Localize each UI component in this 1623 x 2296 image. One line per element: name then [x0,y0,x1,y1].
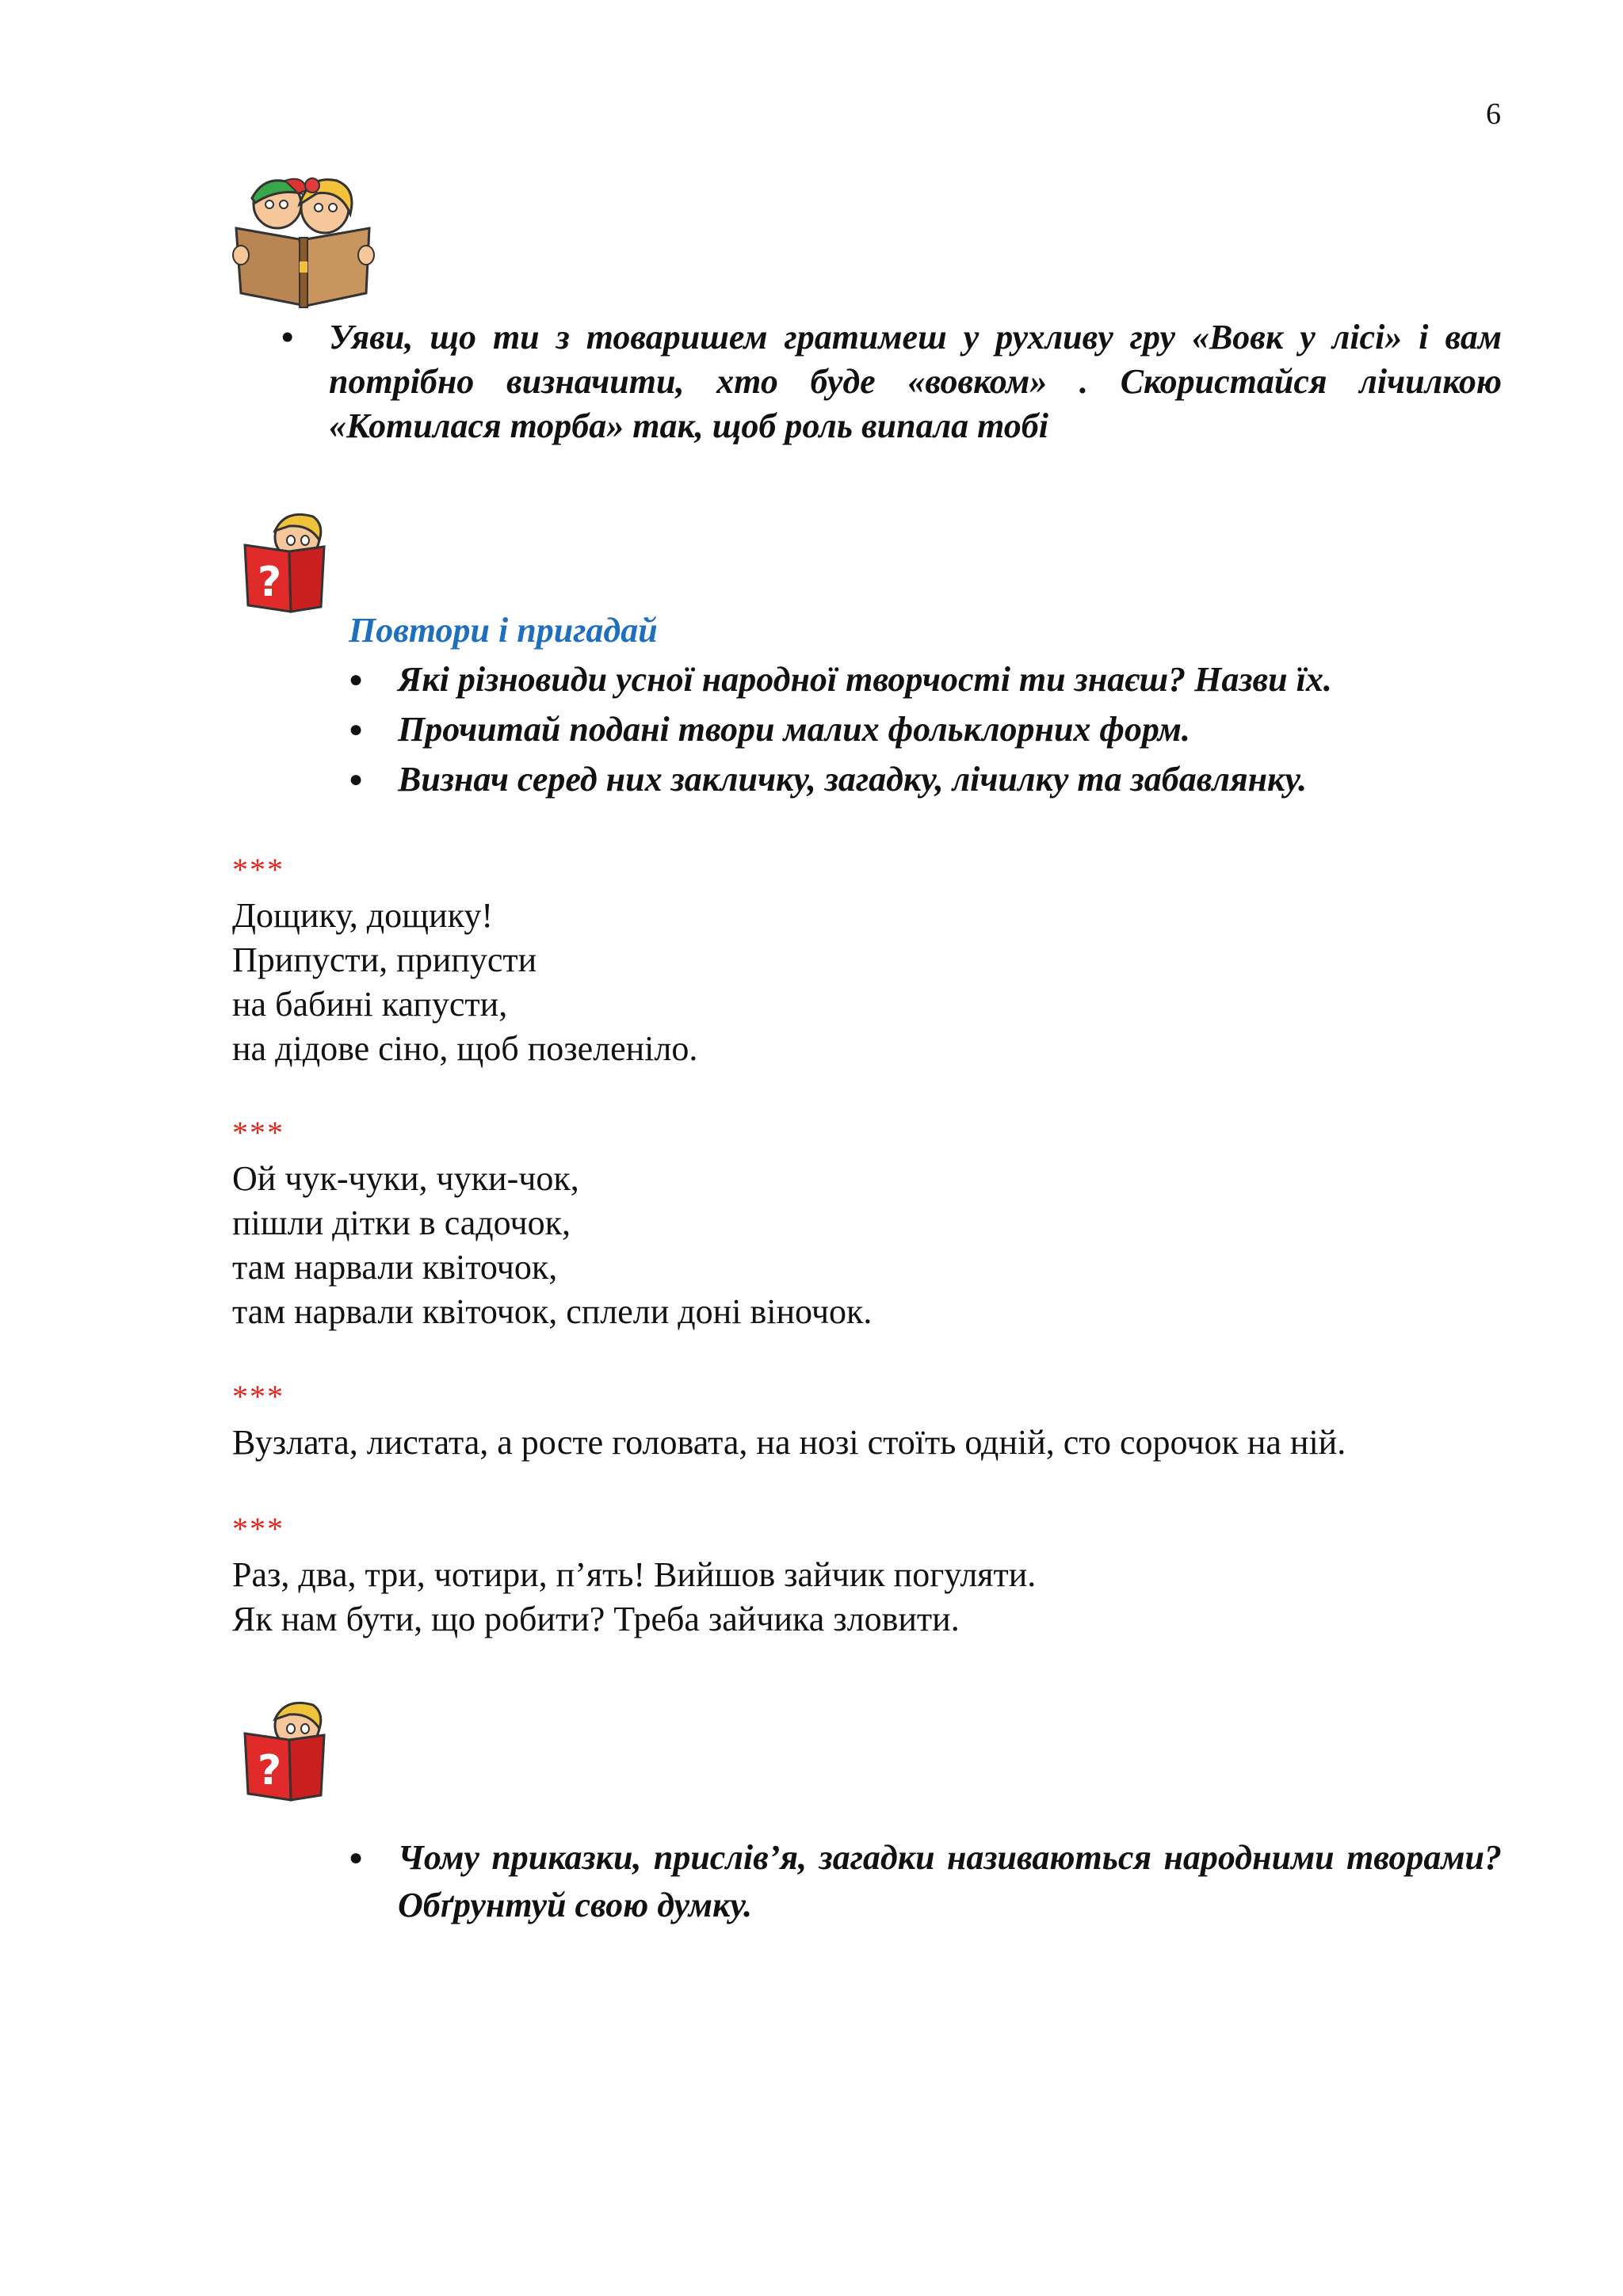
final-question [349,1834,1502,1929]
poem-line: на дідове сіно, щоб позеленіло. [232,1029,698,1068]
list-item: ● Які різновиди усної народної творчості ти знаєш? Назви їх. [349,654,1506,704]
poem-block [232,1117,872,1334]
poem-line: пішли дітки в садочок, [232,1203,571,1242]
poem-line: Раз, два, три, чотири, п’ять! Вийшов зайчик погуляти. [232,1555,1037,1594]
list-item: ● Визнач серед них закличку, загадку, лічилку та забавлянку. [349,754,1506,804]
task-text: Уяви, що ти з товаришем гратимеш у рухливу гру «Вовк у лісі» і вам потрібно визначити, хто буде «вовком» . Скористайся лічилкою «Котилася торба» так, щоб роль випала тобі [329,318,1502,445]
stars-separator: *** [232,852,285,887]
section-title: Повтори і пригадай [349,611,658,650]
poem-line: Ой чук-чуки, чуки-чок, [232,1159,579,1198]
list-item: ● Прочитай подані твори малих фольклорних форм. [349,704,1506,754]
bullet-icon: • [281,318,294,357]
question-book-boy-icon [242,1695,329,1802]
poem-block [232,1381,1346,1465]
poem-block [232,854,697,1071]
poem-line: Як нам бути, що робити? Треба зайчика зловити. [232,1600,960,1638]
poem-block [232,1513,1036,1642]
bullet-icon: ● [349,1844,364,1871]
poem-line: на бабині капусти, [232,985,508,1024]
poem-line: там нарвали квіточок, сплели доні віночок. [232,1292,873,1331]
poem-line: Припусти, припусти [232,940,537,979]
stars-separator: *** [232,1379,285,1414]
question-book-boy-icon [242,507,329,614]
poem-line: там нарвали квіточок, [232,1248,558,1287]
svg-text:?: ? [258,1747,282,1794]
stars-separator: *** [232,1511,285,1547]
stars-separator: *** [232,1115,285,1150]
page-number: 6 [1486,97,1501,131]
svg-text:?: ? [258,559,282,606]
task-paragraph [281,315,1502,448]
instruction-list [349,654,1506,804]
final-question-text: Чому приказки, прислів’я, загадки називаються народними творами? Обґрунтуй свою думку. [398,1838,1502,1924]
kids-reading-book-icon [230,166,376,313]
poem-line: Вузлата, листата, а росте головата, на нозі стоїть одній, сто сорочок на ній. [232,1423,1346,1462]
poem-line: Дощику, дощику! [232,896,494,935]
